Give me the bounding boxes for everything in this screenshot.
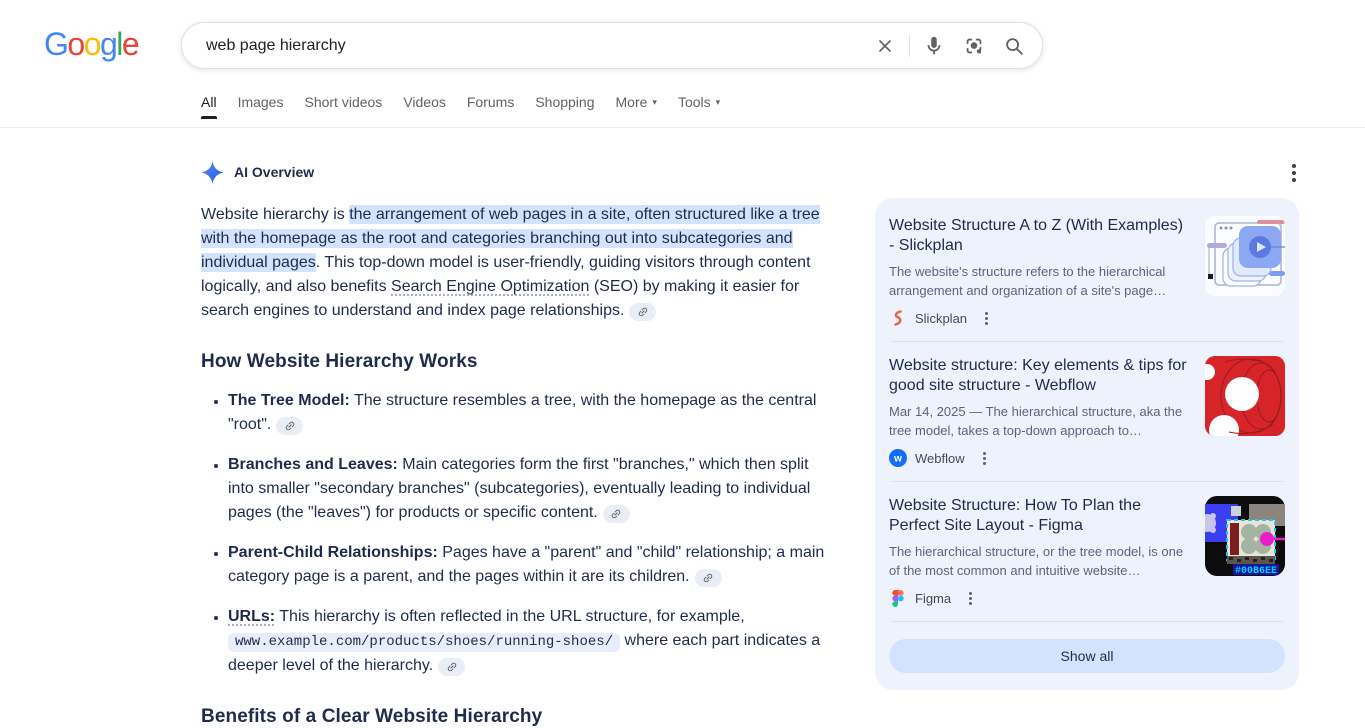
link-icon bbox=[634, 304, 651, 321]
source-card-slickplan[interactable] bbox=[889, 216, 1285, 327]
list-item: • Branches and Leaves: Main categories form the first "branches," which then split into smaller "secondary branches" (subcategories), eventually leading to individual pages (the "leaves") for products or specific content. bbox=[228, 453, 828, 525]
figma-favicon-icon bbox=[889, 589, 907, 607]
clear-icon[interactable] bbox=[873, 34, 897, 58]
google-lens-icon[interactable] bbox=[962, 34, 986, 58]
link-icon bbox=[608, 506, 625, 523]
svg-text:w: w bbox=[894, 453, 902, 465]
logo-letter: o bbox=[83, 26, 100, 62]
card-description: The website's structure refers to the hierarchical arrangement and organization of a site's page… bbox=[889, 264, 1167, 298]
example-url-code: www.example.com/products/shoes/running-shoes/ bbox=[228, 633, 620, 652]
link-icon bbox=[700, 570, 717, 587]
tab-more[interactable]: More ▾ bbox=[615, 94, 657, 110]
how-it-works-list bbox=[201, 389, 828, 678]
ai-overview-label: AI Overview bbox=[234, 164, 315, 180]
source-name: Figma bbox=[915, 590, 952, 606]
tab-shopping[interactable]: Shopping bbox=[535, 94, 595, 110]
tab-forums[interactable]: Forums bbox=[466, 94, 515, 110]
slickplan-favicon-icon bbox=[889, 309, 907, 327]
tab-short-videos[interactable]: Short videos bbox=[304, 94, 383, 110]
sources-panel bbox=[875, 198, 1299, 690]
card-divider bbox=[891, 621, 1283, 622]
ai-overview-paragraph: Website hierarchy is the arrangement of web pages in a site, often structured like a tree with the homepage as the root and categories branching out into subcategories and individual pages. This top-down model is user-friendly, guiding visitors through content logically, and also benefits Search Engine Optimization (SEO) by making it easier for search engines to understand and index page relationships. bbox=[201, 206, 820, 319]
chevron-down-icon: ▾ bbox=[652, 96, 657, 107]
ai-sparkle-icon bbox=[201, 161, 224, 184]
source-card-webflow[interactable] bbox=[889, 356, 1285, 467]
source-card-figma[interactable] bbox=[889, 496, 1285, 607]
card-divider bbox=[891, 481, 1283, 482]
search-bar[interactable] bbox=[181, 22, 1043, 69]
list-item: • Parent-Child Relationships: Pages have a "parent" and "child" relationship; a main category page is a parent, and the pages within it are its children. bbox=[228, 541, 828, 589]
section-heading-benefits: Benefits of a Clear Website Hierarchy bbox=[201, 706, 543, 727]
source-link-chip[interactable] bbox=[438, 658, 465, 676]
result-type-tabs bbox=[201, 94, 720, 119]
show-all-button[interactable]: Show all bbox=[889, 639, 1285, 673]
list-item: • URLs: This hierarchy is often reflected in the URL structure, for example, www.example.com/products/shoes/running-shoes/ where each part indicates a deeper level of the hierarchy. bbox=[228, 605, 828, 678]
logo-letter: o bbox=[67, 26, 84, 62]
tab-videos[interactable]: Videos bbox=[403, 94, 446, 110]
source-link-chip[interactable] bbox=[629, 303, 656, 321]
card-more-options-icon[interactable] bbox=[967, 590, 974, 607]
urls-term[interactable]: URLs: bbox=[228, 608, 276, 625]
search-icon[interactable] bbox=[1002, 34, 1026, 58]
card-thumbnail[interactable] bbox=[1205, 496, 1285, 576]
link-icon bbox=[443, 659, 460, 676]
card-more-options-icon[interactable] bbox=[981, 450, 988, 467]
search-header bbox=[0, 0, 1365, 128]
card-thumbnail[interactable] bbox=[1205, 216, 1285, 296]
tab-images[interactable]: Images bbox=[237, 94, 284, 110]
header-divider bbox=[0, 127, 1365, 128]
highlighted-text: the arrangement of web pages in a site, often structured like a tree with the homepage as the root and categories branching out into subcategories and individual pages bbox=[201, 206, 820, 271]
section-heading-how: How Website Hierarchy Works bbox=[201, 351, 478, 372]
ai-overview-section bbox=[201, 160, 828, 728]
seo-link[interactable]: Search Engine Optimization bbox=[391, 278, 590, 295]
source-name: Webflow bbox=[915, 450, 965, 466]
source-link-chip[interactable] bbox=[603, 505, 630, 523]
webflow-favicon-icon bbox=[889, 449, 907, 467]
logo-letter: g bbox=[99, 26, 117, 62]
card-thumbnail[interactable] bbox=[1205, 356, 1285, 436]
logo-letter: l bbox=[116, 26, 122, 62]
card-title[interactable]: Website Structure A to Z (With Examples) - Slickplan bbox=[889, 217, 1184, 254]
logo-letter: G bbox=[44, 26, 68, 62]
card-description: Mar 14, 2025 — The hierarchical structure, aka the tree model, takes a top-down approach to… bbox=[889, 404, 1183, 438]
card-divider bbox=[891, 341, 1283, 342]
more-options-icon[interactable] bbox=[1285, 163, 1303, 183]
card-title[interactable]: Website Structure: How To Plan the Perfect Site Layout - Figma bbox=[889, 497, 1141, 534]
logo-letter: e bbox=[121, 26, 139, 62]
ai-overview-header bbox=[201, 160, 828, 184]
source-name: Slickplan bbox=[915, 310, 968, 326]
figma-thumb-color-label: #00B6EE bbox=[1234, 566, 1278, 576]
chevron-down-icon: ▾ bbox=[715, 96, 721, 107]
link-icon bbox=[281, 418, 298, 435]
card-more-options-icon[interactable] bbox=[983, 310, 990, 327]
searchbar-divider bbox=[909, 35, 910, 57]
list-item: • The Tree Model: The structure resembles a tree, with the homepage as the central "root". bbox=[228, 389, 828, 437]
microphone-icon[interactable] bbox=[922, 34, 946, 58]
google-logo[interactable] bbox=[44, 26, 138, 63]
search-input[interactable] bbox=[206, 37, 873, 55]
tab-tools[interactable]: Tools ▾ bbox=[677, 94, 721, 110]
card-description: The hierarchical structure, or the tree model, is one of the most common and intuitive website… bbox=[889, 544, 1184, 578]
tab-all[interactable]: All bbox=[201, 94, 217, 119]
source-link-chip[interactable] bbox=[695, 569, 722, 587]
card-title[interactable]: Website structure: Key elements & tips for good site structure - Webflow bbox=[889, 357, 1187, 394]
source-link-chip[interactable] bbox=[276, 417, 303, 435]
